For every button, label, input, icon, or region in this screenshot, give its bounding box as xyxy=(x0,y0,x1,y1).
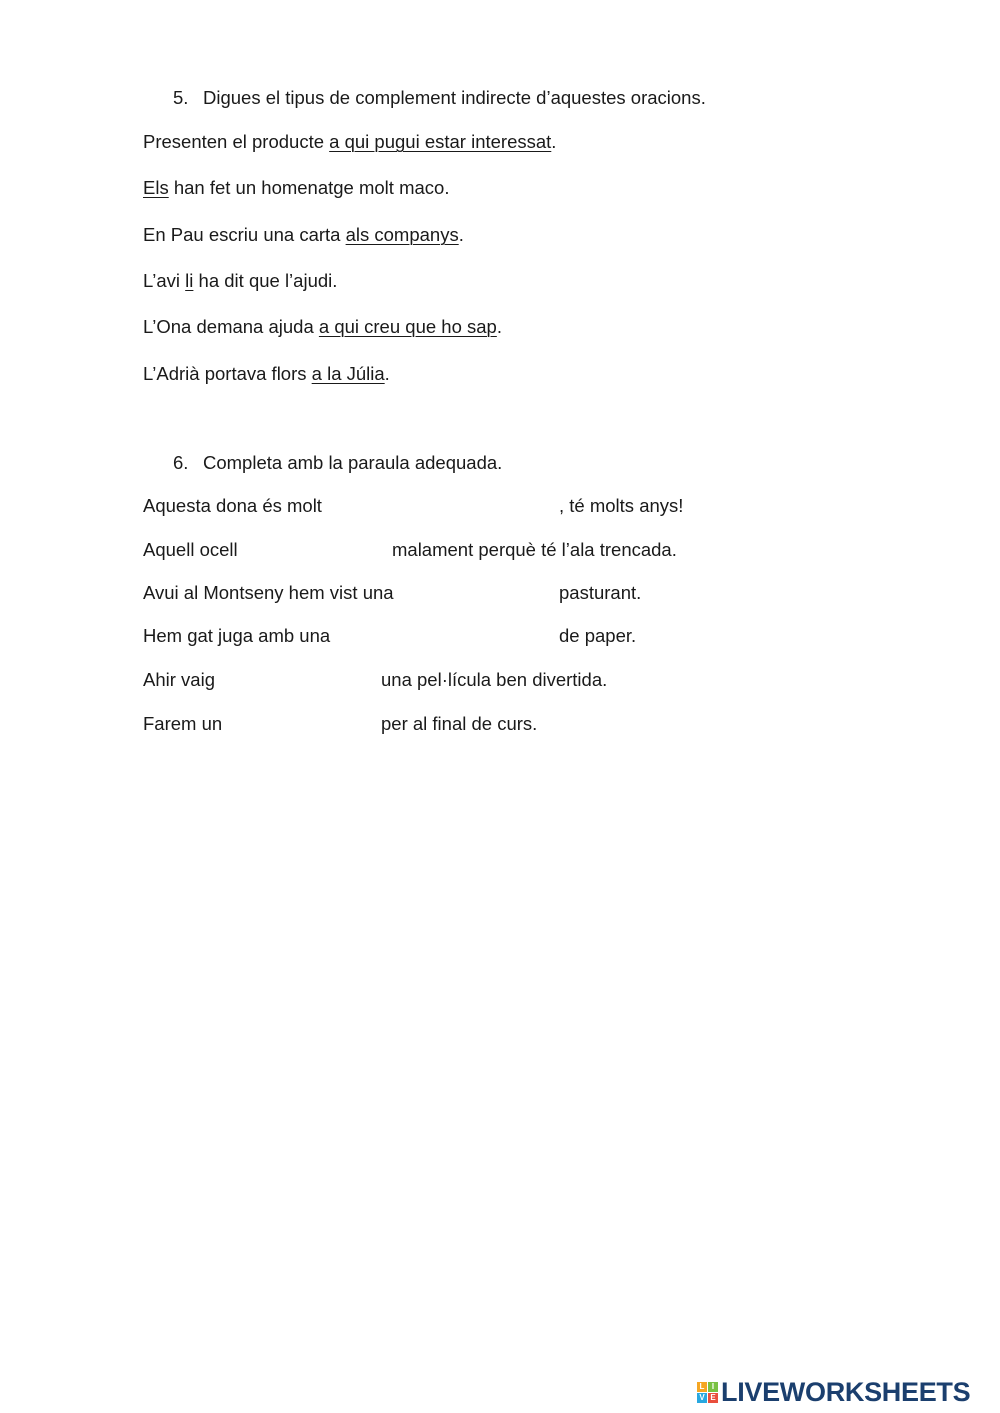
sentence-text: . xyxy=(496,316,502,337)
logo-letter: L xyxy=(697,1382,707,1392)
exercise-5-number: 5. xyxy=(173,87,189,108)
exercise-6-heading xyxy=(173,452,502,474)
exercise-5-heading xyxy=(173,87,706,109)
sentence-end: de paper. xyxy=(559,625,637,646)
sentence-end: , té molts anys! xyxy=(559,495,684,516)
sentence-text: . xyxy=(384,363,390,384)
sentence-end: malament perquè té l’ala trencada. xyxy=(392,539,677,560)
answer-blank[interactable] xyxy=(350,493,555,517)
sentence-text: han fet un homenatge molt maco. xyxy=(168,177,450,198)
underlined-complement: a la Júlia xyxy=(311,363,385,384)
sentence-text: L’Ona demana ajuda xyxy=(143,316,319,337)
sentence-end: una pel·lícula ben divertida. xyxy=(381,669,608,690)
exercise-5-sentence xyxy=(143,316,502,338)
sentence-text: L’Adrià portava flors xyxy=(143,363,312,384)
exercise-5-sentence xyxy=(143,131,556,153)
sentence-start: Hem gat juga amb una xyxy=(143,625,331,646)
answer-blank[interactable] xyxy=(425,580,553,604)
sentence-start: Aquesta dona és molt xyxy=(143,495,322,516)
exercise-6-number: 6. xyxy=(173,452,189,473)
sentence-start: Farem un xyxy=(143,713,223,734)
underlined-complement: als companys xyxy=(345,224,459,245)
exercise-5-sentence xyxy=(143,224,464,246)
answer-blank[interactable] xyxy=(238,711,374,735)
sentence-text: En Pau escriu una carta xyxy=(143,224,346,245)
sentence-start: Avui al Montseny hem vist una xyxy=(143,582,394,603)
logo-letter: I xyxy=(708,1382,718,1392)
answer-blank[interactable] xyxy=(230,667,374,691)
sentence-text: . xyxy=(458,224,464,245)
answer-blank[interactable] xyxy=(255,537,385,561)
sentence-start: Ahir vaig xyxy=(143,669,215,690)
underlined-complement: Els xyxy=(143,177,169,198)
exercise-5-sentence xyxy=(143,270,337,292)
underlined-complement: li xyxy=(185,270,194,291)
sentence-end: per al final de curs. xyxy=(381,713,538,734)
answer-blank[interactable] xyxy=(355,623,553,647)
exercise-6-instruction: Completa amb la paraula adequada. xyxy=(203,452,503,473)
exercise-5-instruction: Digues el tipus de complement indirecte d’aquestes oracions. xyxy=(203,87,706,108)
exercise-5-sentence xyxy=(143,363,390,385)
sentence-text: ha dit que l’ajudi. xyxy=(193,270,338,291)
logo-letter: V xyxy=(697,1393,707,1403)
sentence-text: . xyxy=(551,131,557,152)
underlined-complement: a qui creu que ho sap xyxy=(318,316,497,337)
liveworksheets-logo xyxy=(697,1377,970,1408)
logo-letter: E xyxy=(708,1393,718,1403)
sentence-end: pasturant. xyxy=(559,582,642,603)
sentence-start: Aquell ocell xyxy=(143,539,238,560)
sentence-text: L’avi xyxy=(143,270,186,291)
logo-mark-icon xyxy=(697,1382,718,1403)
sentence-text: Presenten el producte xyxy=(143,131,330,152)
logo-text: LIVEWORKSHEETS xyxy=(721,1377,971,1407)
underlined-complement: a qui pugui estar interessat xyxy=(329,131,552,152)
exercise-5-sentence xyxy=(143,177,449,199)
